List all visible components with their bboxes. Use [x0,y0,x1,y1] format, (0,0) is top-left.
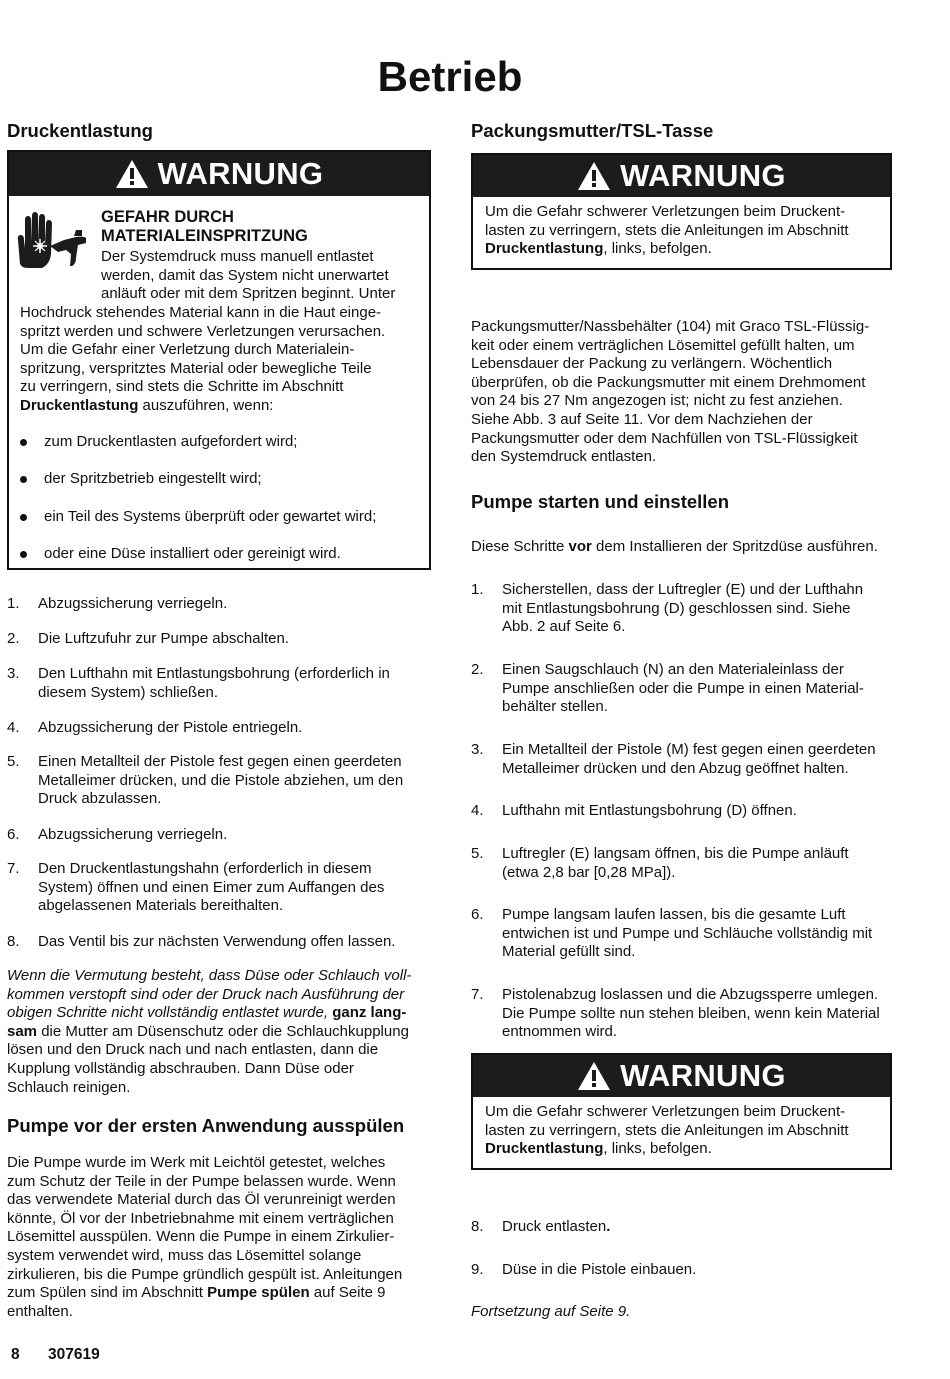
warning-header: WARNUNG [473,155,890,197]
warning-header: WARNUNG [473,1055,890,1097]
continued-note: Fortsetzung auf Seite 9. [471,1303,631,1320]
flush-paragraph: Die Pumpe wurde im Werk mit Leichtöl getestet, welches zum Schutz der Teile in der Pumpe belassen wurde. Wenn das verwendete Material durch das Öl verunreinigt werden könnte, Öl vor der Inbetriebnahme mit einem verträglichen Lösemittel ausspülen. Wenn die Pumpe in einem Zirkulier- system verwendet wird, muss das Lösemittel solange zirkulieren, bis die Pumpe gründlich gespült ist. Anleitungen zum Spülen sind im Abschnitt Pumpe spülen auf Seite 9 enthalten. [7,1154,403,1320]
page-number: 8 [11,1346,20,1363]
warning-text: Um die Gefahr schwerer Verletzungen beim Druckent- lasten zu verringern, stets die Anleitungen im Abschnitt Druckentlastung, links, befolgen. [485,1103,849,1158]
blocked-nozzle-note: Wenn die Vermutung besteht, dass Düse oder Schlauch voll- kommen verstopft sind oder der Druck nach Ausführung der obigen Schritte nicht vollständig entlastet wurde, ganz lang- sam die Mutter am Düsenschutz oder die Schlauchkupplung lösen und den Druck nach und nach entlasten, dann die Kupplung vollständig abschrauben. Dann Düse oder Schlauch reinigen. [7,967,412,1096]
hazard-title: GEFAHR DURCH MATERIALEINSPRITZUNG [101,208,308,245]
start-intro: Diese Schritte vor dem Installieren der Spritzdüse ausführen. [471,538,878,555]
section-heading-start: Pumpe starten und einstellen [471,491,730,512]
document-number: 307619 [48,1346,100,1363]
hazard-text-full: Hochdruck stehendes Material kann in die Haut einge- spritzt werden und schwere Verletzungen verursachen. Um die Gefahr einer Verletzung durch Materialein- spritzung, verspritztes Material oder bewegliche Teile zu verringern, sind stets die Schritte im Abschnitt Druckentlastung auszuführen, wenn: [20,304,386,414]
injection-hazard-icon [14,210,90,272]
warning-text: Um die Gefahr schwerer Verletzungen beim Druckent- lasten zu verringern, stets die Anleitungen im Abschnitt Druckentlastung, links, befolgen. [485,203,849,258]
druckentlastung-ref: Druckentlastung [20,396,139,414]
pumpe-spuelen-ref: Pumpe spülen [207,1284,310,1302]
section-heading-druckentlastung: Druckentlastung [7,120,153,141]
packing-paragraph: Packungsmutter/Nassbehälter (104) mit Graco TSL-Flüssig- keit oder einem verträglichen Lösemittel gefüllt halten, um Lebensdauer der Packung zu verlängern. Wöchentlich überprüfen, ob die Packungsmutter mit einem Drehmoment von 24 bis 27 Nm angezogen ist; nicht zu fest anziehen. Siehe Abb. 3 auf Seite 11. Vor dem Nachziehen der Packungsmutter oder dem Nachfüllen von TSL-Flüssigkeit den Systemdruck entlasten. [471,318,870,466]
warning-box-start [471,1053,892,1170]
warning-triangle-icon [115,159,149,189]
warning-header [9,152,429,196]
hazard-text-indented: Der Systemdruck muss manuell entlastet werden, damit das System nicht unerwartet anläuft oder mit dem Spritzen beginnt. Unter [101,248,396,303]
warning-label: WARNUNG [157,155,324,191]
section-heading-flush: Pumpe vor der ersten Anwendung ausspülen [7,1115,405,1136]
warning-triangle-icon [577,161,611,191]
warning-box-packing [471,153,892,270]
section-heading-packing: Packungsmutter/TSL-Tasse [471,120,714,141]
warning-triangle-icon [577,1061,611,1091]
page-title: Betrieb [377,53,523,100]
